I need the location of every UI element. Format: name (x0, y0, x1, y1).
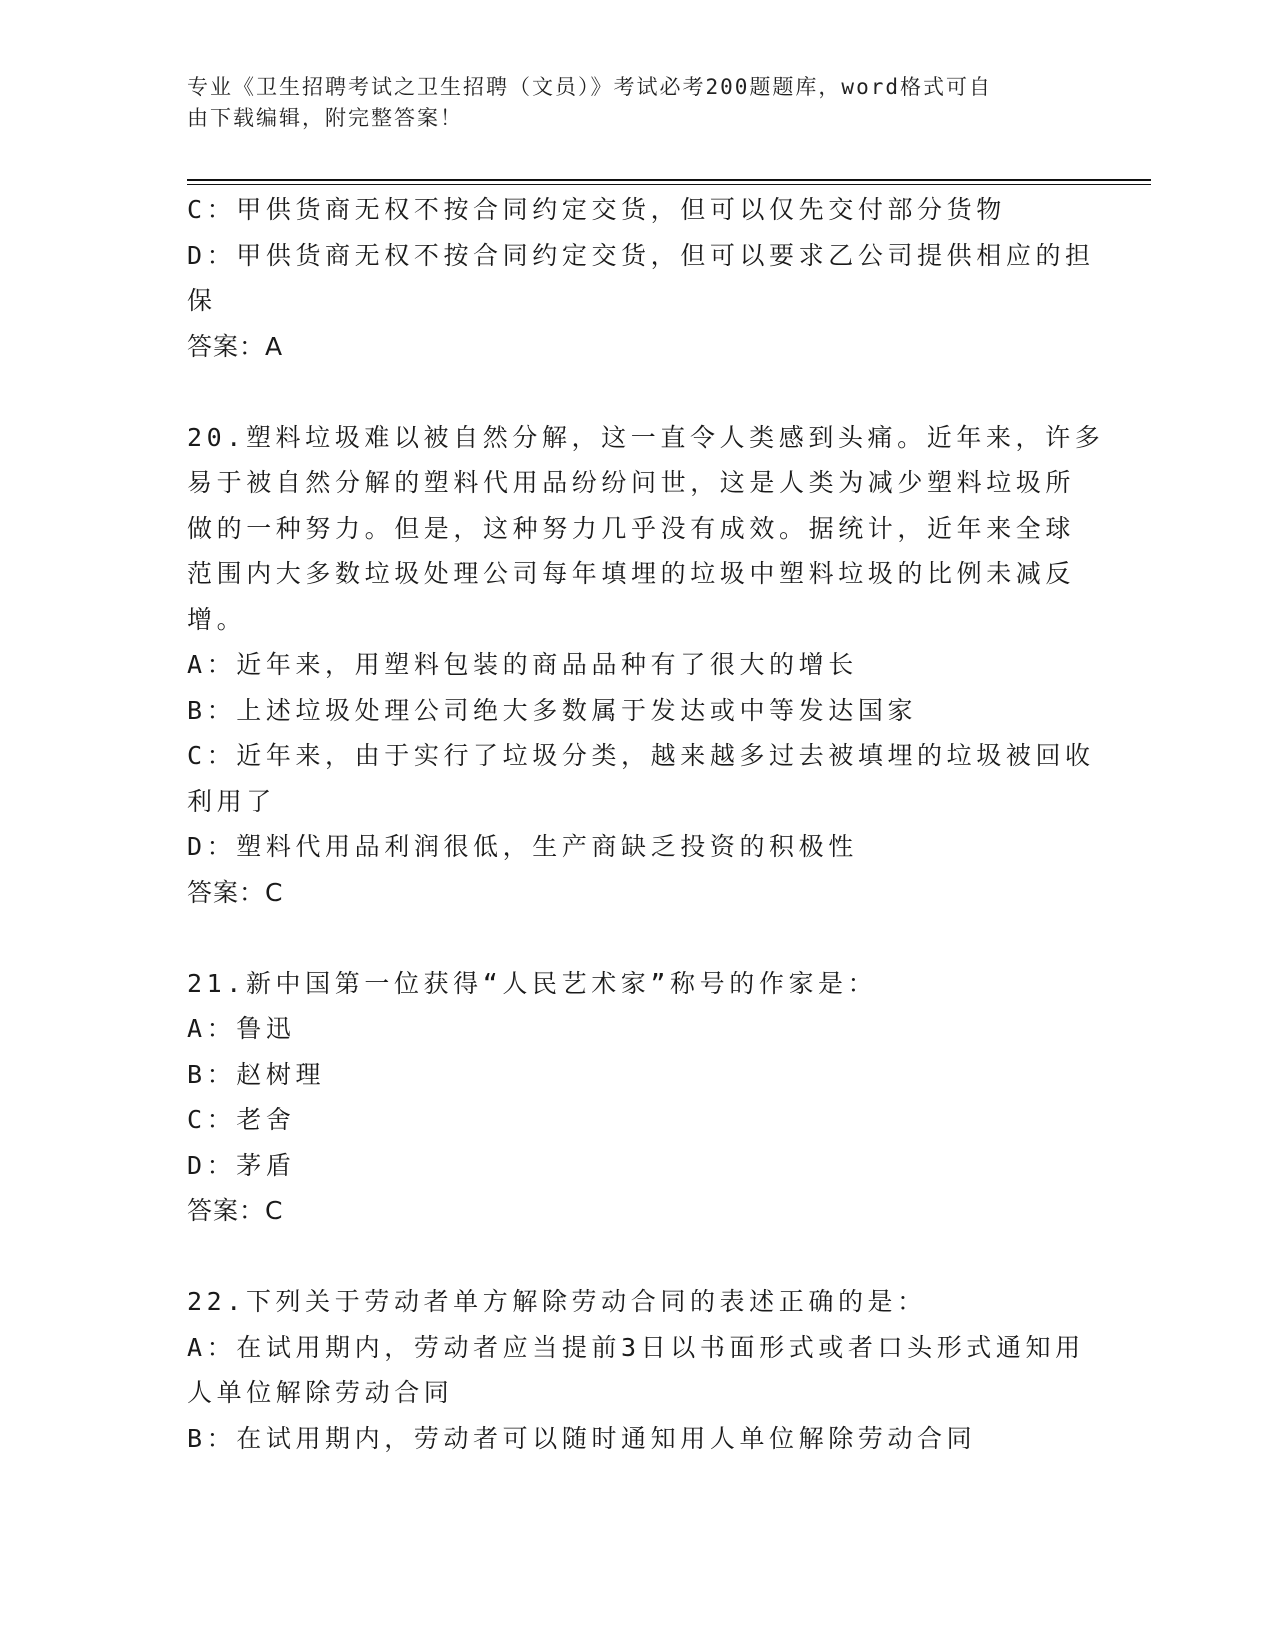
option-c: C：老舍 (187, 1105, 296, 1134)
option-a: A：近年来，用塑料包装的商品品种有了很大的增长 (187, 650, 858, 679)
question-stem: 21.新中国第一位获得“人民艺术家”称号的作家是： (187, 968, 878, 998)
option-d-continued: 保 (187, 286, 217, 315)
option-b: B：上述垃圾处理公司绝大多数属于发达或中等发达国家 (187, 695, 918, 725)
option-d: D：塑料代用品利润很低，生产商缺乏投资的积极性 (187, 832, 858, 861)
question-22 (187, 1279, 1087, 1461)
option-d: D：茅盾 (187, 1150, 296, 1180)
option-a: A：鲁迅 (187, 1014, 296, 1043)
question-21 (187, 961, 1087, 1234)
option-b: B：赵树理 (187, 1059, 326, 1089)
question-stem-continued: 增。 (187, 604, 247, 634)
option-d: D：甲供货商无权不按合同约定交货，但可以要求乙公司提供相应的担 (187, 240, 1095, 270)
question-stem-continued: 易于被自然分解的塑料代用品纷纷问世，这是人类为减少塑料垃圾所 (187, 468, 1076, 497)
question-19-tail (187, 187, 1095, 369)
header-rule-thin (187, 184, 1151, 185)
option-c: C：甲供货商无权不按合同约定交货，但可以仅先交付部分货物 (187, 195, 1006, 224)
header-line-2: 由下载编辑，附完整答案！ (187, 106, 463, 130)
option-a-continued: 人单位解除劳动合同 (187, 1378, 454, 1407)
question-stem: 22.下列关于劳动者单方解除劳动合同的表述正确的是： (187, 1287, 927, 1316)
answer: 答案：C (187, 877, 284, 907)
option-a: A：在试用期内，劳动者应当提前3日以书面形式或者口头形式通知用 (187, 1332, 1085, 1362)
header-line-1: 专业《卫生招聘考试之卫生招聘（文员）》考试必考200题题库，word格式可自 (187, 75, 992, 99)
question-20 (187, 415, 1105, 916)
question-stem: 20.塑料垃圾难以被自然分解，这一直令人类感到头痛。近年来，许多 (187, 422, 1105, 452)
header-rule-thick (187, 179, 1151, 181)
option-c: C：近年来，由于实行了垃圾分类，越来越多过去被填埋的垃圾被回收 (187, 741, 1095, 770)
answer: 答案：C (187, 1196, 284, 1225)
question-stem-continued: 范围内大多数垃圾处理公司每年填埋的垃圾中塑料垃圾的比例未减反 (187, 559, 1076, 588)
question-content (187, 187, 1105, 1461)
option-b: B：在试用期内，劳动者可以随时通知用人单位解除劳动合同 (187, 1423, 977, 1453)
option-c-continued: 利用了 (187, 786, 276, 816)
spacer (187, 915, 1087, 961)
page-header (187, 72, 1067, 134)
question-stem-continued: 做的一种努力。但是，这种努力几乎没有成效。据统计，近年来全球 (187, 513, 1076, 543)
answer: 答案：A (187, 331, 284, 361)
spacer (187, 1234, 1087, 1280)
spacer (187, 369, 1087, 415)
